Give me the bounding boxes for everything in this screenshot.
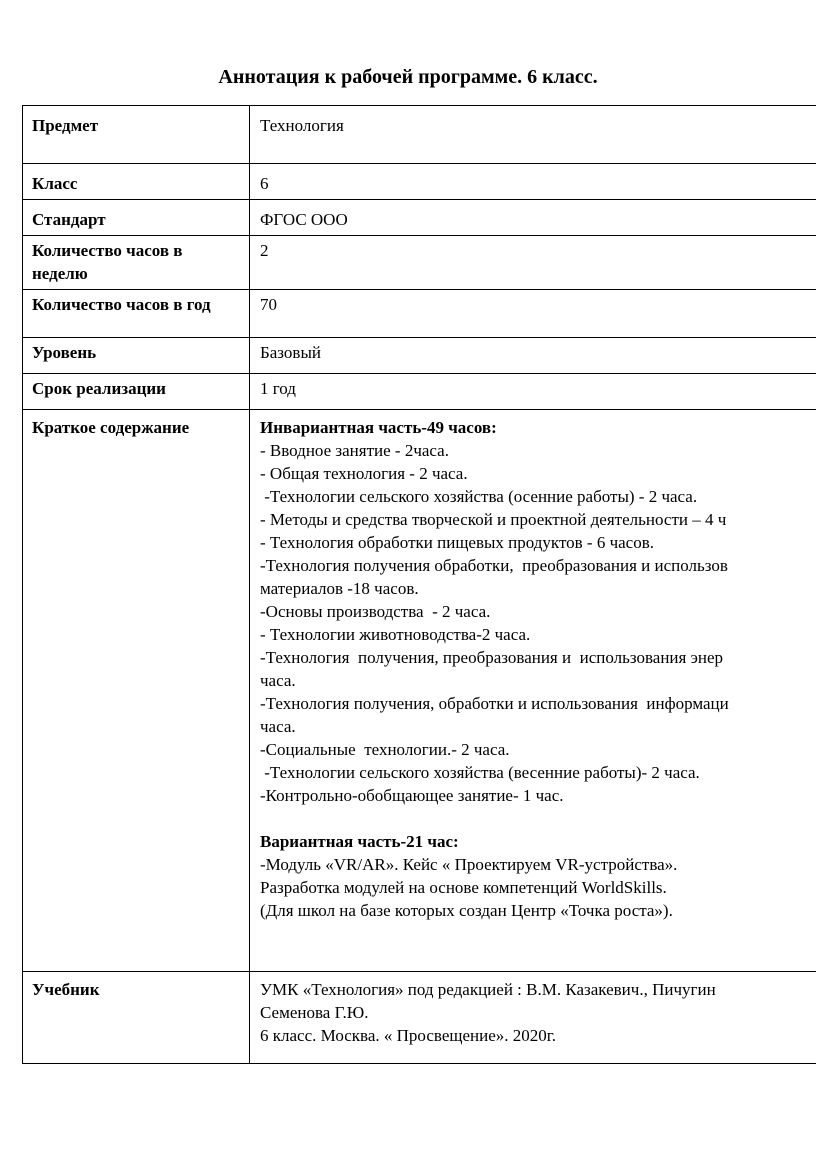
- textbook-line: 6 класс. Москва. « Просвещение». 2020г.: [260, 1026, 557, 1045]
- row-value-textbook: [250, 972, 816, 1064]
- row-value-subject: Технология: [250, 106, 816, 164]
- list-item: часа.: [260, 717, 296, 736]
- list-item: -Технология получения, преобразования и использования энер: [260, 648, 724, 667]
- list-item: - Технология обработки пищевых продуктов - 6 часов.: [260, 533, 655, 552]
- list-item: Разработка модулей на основе компетенций WorldSkills.: [260, 878, 667, 897]
- row-value-level: Базовый: [250, 338, 816, 374]
- row-value-content: [250, 410, 816, 972]
- row-label-hours-year: Количество часов в год: [23, 290, 250, 338]
- row-label-content: Краткое содержание: [23, 410, 250, 972]
- list-item: -Технологии сельского хозяйства (осенние работы) - 2 часа.: [260, 487, 698, 506]
- row-value-standard: ФГОС ООО: [250, 200, 816, 236]
- spacer: [260, 807, 816, 830]
- list-item: - Общая технология - 2 часа.: [260, 464, 468, 483]
- row-label-level: Уровень: [23, 338, 250, 374]
- row-label-textbook: Учебник: [23, 972, 250, 1064]
- annotation-table: [22, 105, 816, 1064]
- textbook-line: УМК «Технология» под редакцией : В.М. Казакевич., Пичугин: [260, 980, 716, 999]
- row-label-class: Класс: [23, 164, 250, 200]
- list-item: - Технологии животноводства-2 часа.: [260, 625, 531, 644]
- textbook-line: Семенова Г.Ю.: [260, 1003, 369, 1022]
- row-label-hours-week: Количество часов в неделю: [23, 236, 250, 290]
- list-item: -Технология получения, обработки и использования информаци: [260, 694, 729, 713]
- list-item: -Технология получения обработки, преобразования и использов: [260, 556, 728, 575]
- row-value-hours-week: 2: [250, 236, 816, 290]
- variant-heading: Вариантная часть-21 час:: [260, 832, 459, 851]
- table-row: [23, 106, 816, 164]
- document-title: Аннотация к рабочей программе. 6 класс.: [218, 66, 598, 88]
- row-label-subject: Предмет: [23, 106, 250, 164]
- table-row: [23, 290, 816, 338]
- invariant-heading: Инвариантная часть-49 часов:: [260, 418, 497, 437]
- list-item: -Модуль «VR/AR». Кейс « Проектируем VR-устройства».: [260, 855, 678, 874]
- list-item: -Контрольно-обобщающее занятие- 1 час.: [260, 786, 564, 805]
- table-row: [23, 200, 816, 236]
- table-row: [23, 164, 816, 200]
- table-row: [23, 374, 816, 410]
- list-item: - Вводное занятие - 2часа.: [260, 441, 449, 460]
- list-item: - Методы и средства творческой и проектной деятельности – 4 ч: [260, 510, 727, 529]
- row-label-standard: Стандарт: [23, 200, 250, 236]
- list-item: часа.: [260, 671, 296, 690]
- table-row: [23, 410, 816, 972]
- row-label-duration: Срок реализации: [23, 374, 250, 410]
- table-row: [23, 338, 816, 374]
- list-item: материалов -18 часов.: [260, 579, 419, 598]
- list-item: (Для школ на базе которых создан Центр «Точка роста»).: [260, 901, 673, 920]
- row-value-hours-year: 70: [250, 290, 816, 338]
- list-item: -Основы производства - 2 часа.: [260, 602, 491, 621]
- row-value-duration: 1 год: [250, 374, 816, 410]
- list-item: -Технологии сельского хозяйства (весенние работы)- 2 часа.: [260, 763, 700, 782]
- table-row: [23, 972, 816, 1064]
- list-item: -Социальные технологии.- 2 часа.: [260, 740, 510, 759]
- table-row: [23, 236, 816, 290]
- row-value-class: 6: [250, 164, 816, 200]
